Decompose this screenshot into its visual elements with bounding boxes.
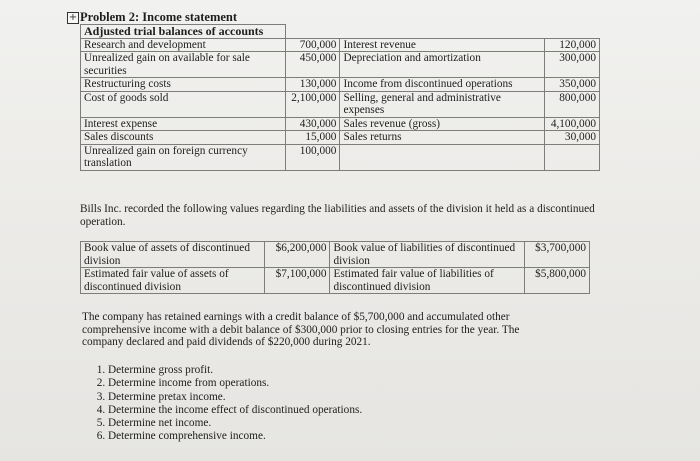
list-item: 1. Determine gross profit. xyxy=(108,364,362,377)
credit-account: Depreciation and amortization xyxy=(340,52,545,78)
table-row xyxy=(81,117,600,131)
credit-amount: 350,000 xyxy=(545,78,600,92)
table-row xyxy=(81,38,600,52)
list-item: 3. Determine pretax income. xyxy=(108,391,362,404)
credit-amount xyxy=(545,144,600,170)
table-row xyxy=(81,242,590,268)
problem-title: Problem 2: Income statement xyxy=(80,10,238,24)
credit-account: Sales revenue (gross) xyxy=(340,117,545,131)
credit-account: Sales returns xyxy=(340,131,545,145)
table-row xyxy=(81,131,600,145)
debit-account: Unrealized gain on foreign currency translation xyxy=(81,144,286,170)
table-header: Adjusted trial balances of accounts xyxy=(81,25,286,39)
expand-icon[interactable]: + xyxy=(68,12,78,23)
credit-amount: 4,100,000 xyxy=(545,117,600,131)
debit-amount: 700,000 xyxy=(285,38,340,52)
debit-account: Interest expense xyxy=(81,117,286,131)
debit-amount: 2,100,000 xyxy=(285,91,340,117)
list-item: 6. Determine comprehensive income. xyxy=(108,430,362,443)
discontinued-division-table xyxy=(80,241,590,294)
debit-amount: 130,000 xyxy=(285,78,340,92)
debit-amount: 430,000 xyxy=(285,117,340,131)
debit-account: Research and development xyxy=(81,38,286,52)
table-row xyxy=(81,268,590,294)
debit-amount: 450,000 xyxy=(285,52,340,78)
asset-label: Book value of assets of discontinued division xyxy=(81,242,265,268)
table-row xyxy=(81,52,600,78)
debit-amount: 15,000 xyxy=(285,131,340,145)
credit-amount: 120,000 xyxy=(545,38,600,52)
credit-account: Selling, general and administrative expenses xyxy=(340,91,545,117)
discontinued-operation-paragraph: Bills Inc. recorded the following values regarding the liabilities and assets of the division it held as a discontinued operation. xyxy=(80,203,595,228)
asset-value: $7,100,000 xyxy=(265,268,330,294)
debit-account: Sales discounts xyxy=(81,131,286,145)
asset-label: Estimated fair value of assets of discontinued division xyxy=(81,268,265,294)
list-item: 5. Determine net income. xyxy=(108,417,362,430)
table-row xyxy=(81,144,600,170)
credit-amount: 800,000 xyxy=(545,91,600,117)
asset-value: $6,200,000 xyxy=(265,242,330,268)
table-row xyxy=(81,78,600,92)
debit-amount: 100,000 xyxy=(285,144,340,170)
question-list xyxy=(82,364,362,444)
trial-balance-table xyxy=(80,24,600,171)
retained-earnings-paragraph: The company has retained earnings with a credit balance of $5,700,000 and accumulated other comprehensive income with a debit balance of $300,000 prior to closing entries for the year. The company declared and paid dividends of $220,000 during 2021. xyxy=(82,311,520,348)
credit-account xyxy=(340,144,545,170)
credit-account: Interest revenue xyxy=(340,38,545,52)
liability-value: $3,700,000 xyxy=(525,242,590,268)
liability-label: Estimated fair value of liabilities of discontinued division xyxy=(330,268,525,294)
liability-label: Book value of liabilities of discontinued division xyxy=(330,242,525,268)
liability-value: $5,800,000 xyxy=(525,268,590,294)
list-item: 2. Determine income from operations. xyxy=(108,377,362,390)
list-item: 4. Determine the income effect of discontinued operations. xyxy=(108,404,362,417)
debit-account: Restructuring costs xyxy=(81,78,286,92)
credit-amount: 30,000 xyxy=(545,131,600,145)
credit-account: Income from discontinued operations xyxy=(340,78,545,92)
credit-amount: 300,000 xyxy=(545,52,600,78)
debit-account: Unrealized gain on available for sale securities xyxy=(81,52,286,78)
table-row xyxy=(81,91,600,117)
debit-account: Cost of goods sold xyxy=(81,91,286,117)
